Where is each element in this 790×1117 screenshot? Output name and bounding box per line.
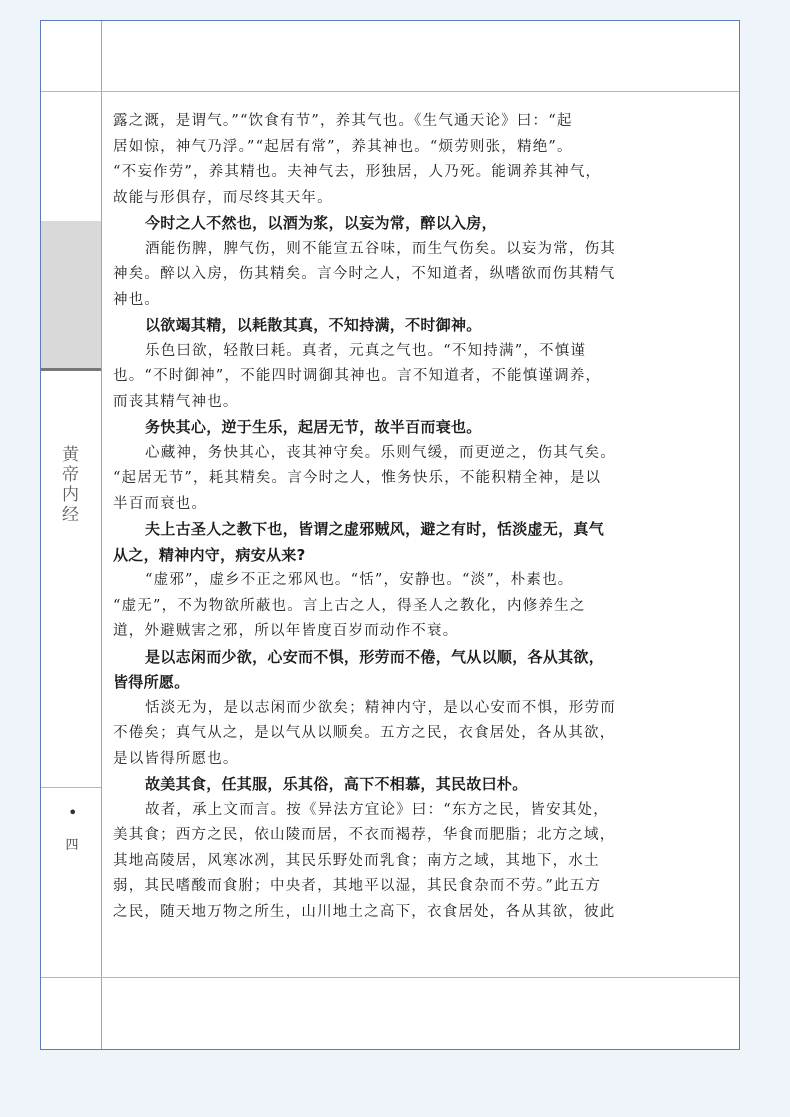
commentary-line: “虚邪”，虚乡不正之邪风也。“恬”，安静也。“淡”，朴素也。 [145, 572, 574, 588]
book-page [40, 20, 740, 1050]
commentary-line: 半百而衰也。 [113, 495, 208, 512]
commentary-line: 道，外避贼害之邪，所以年皆度百岁而动作不衰。 [113, 623, 459, 639]
header-rule [41, 91, 739, 92]
commentary-line: “虚无”，不为物欲所蔽也。言上古之人，得圣人之教化，内修养生之 [113, 597, 586, 614]
commentary-line: “不妄作劳”，养其精也。夫神气去，形独居，人乃死。能调养其神气， [113, 164, 602, 180]
commentary-line: 故者，承上文而言。按《异法方宜论》曰：“东方之民，皆安其处， [145, 801, 609, 818]
commentary-line: 也。“不时御神”，不能四时调御其神也。言不知道者，不能慎谨调养， [113, 368, 602, 384]
classic-text-line: 故美其食，任其服，乐其俗，高下不相慕，其民故曰朴。 [145, 775, 528, 793]
book-title-vertical: 黄帝内经 [58, 445, 78, 525]
commentary-line: 不倦矣；真气从之，是以气从以顺矣。五方之民，衣食居处，各从其欲， [113, 725, 616, 741]
commentary-line: 居如惊，神气乃浮。”“起居有常”，养其神也。“烦劳则张，精绝”。 [113, 138, 573, 155]
commentary-line: 而丧其精气神也。 [113, 393, 239, 410]
commentary-line: 神矣。醉以入房，伤其精矣。言今时之人，不知道者，纵嗜欲而伤其精气 [113, 266, 616, 282]
commentary-line: 其地高陵居，风寒冰冽，其民乐野处而乳食；南方之域，其地下，水土 [113, 852, 600, 869]
commentary-line: 恬淡无为，是以志闲而少欲矣；精神内守，是以心安而不惧，形劳而 [145, 699, 616, 716]
page-number: 四 [65, 838, 79, 853]
commentary-text-body [113, 109, 733, 925]
commentary-line: 是以皆得所愿也。 [113, 750, 239, 767]
commentary-line: 故能与形俱存，而尽终其天年。 [113, 189, 333, 206]
bullet-dot: • [68, 803, 78, 822]
commentary-line: 美其食；西方之民，依山陵而居，不衣而褐荐，华食而肥脂；北方之域， [113, 827, 616, 843]
classic-text-line: 皆得所愿。 [113, 673, 190, 691]
commentary-line: 神也。 [113, 291, 161, 308]
commentary-line: “起居无节”，耗其精矣。言今时之人，惟务快乐，不能积精全神，是以 [113, 470, 602, 486]
commentary-line: 酒能伤脾，脾气伤，则不能宣五谷味，而生气伤矣。以妄为常，伤其 [145, 240, 616, 257]
commentary-line: 乐色曰欲，轻散曰耗。真者，元真之气也。“不知持满”，不慎谨 [145, 342, 587, 359]
side-divider [41, 787, 101, 788]
classic-text-line: 以欲竭其精，以耗散其真，不知持满，不时御神。 [145, 316, 482, 334]
chapter-tab-marker [41, 221, 101, 371]
classic-text-line: 夫上古圣人之教下也，皆谓之虚邪贼风，避之有时，恬淡虚无，真气 [145, 520, 605, 538]
commentary-line: 露之溉，是谓气。”“饮食有节”，养其气也。《生气通天论》曰：“起 [113, 113, 573, 129]
commentary-line: 心藏神，务快其心，丧其神守矣。乐则气缓，而更逆之，伤其气矣。 [145, 444, 616, 461]
classic-text-line: 今时之人不然也，以酒为浆，以妄为常，醉以入房， [145, 214, 497, 232]
footer-rule [41, 977, 739, 978]
commentary-line: 弱，其民嗜酸而食胕；中央者，其地平以湿，其民食杂而不劳。”此五方 [113, 878, 602, 894]
classic-text-line: 从之，精神内守，病安从来? [113, 545, 306, 564]
classic-text-line: 是以志闲而少欲，心安而不惧，形劳而不倦，气从以顺，各从其欲， [145, 647, 605, 666]
side-margin-column [41, 21, 102, 1049]
commentary-line: 之民，随天地万物之所生，山川地土之高下，衣食居处，各从其欲，彼此 [113, 903, 616, 920]
classic-text-line: 务快其心，逆于生乐，起居无节，故半百而衰也。 [145, 418, 482, 436]
